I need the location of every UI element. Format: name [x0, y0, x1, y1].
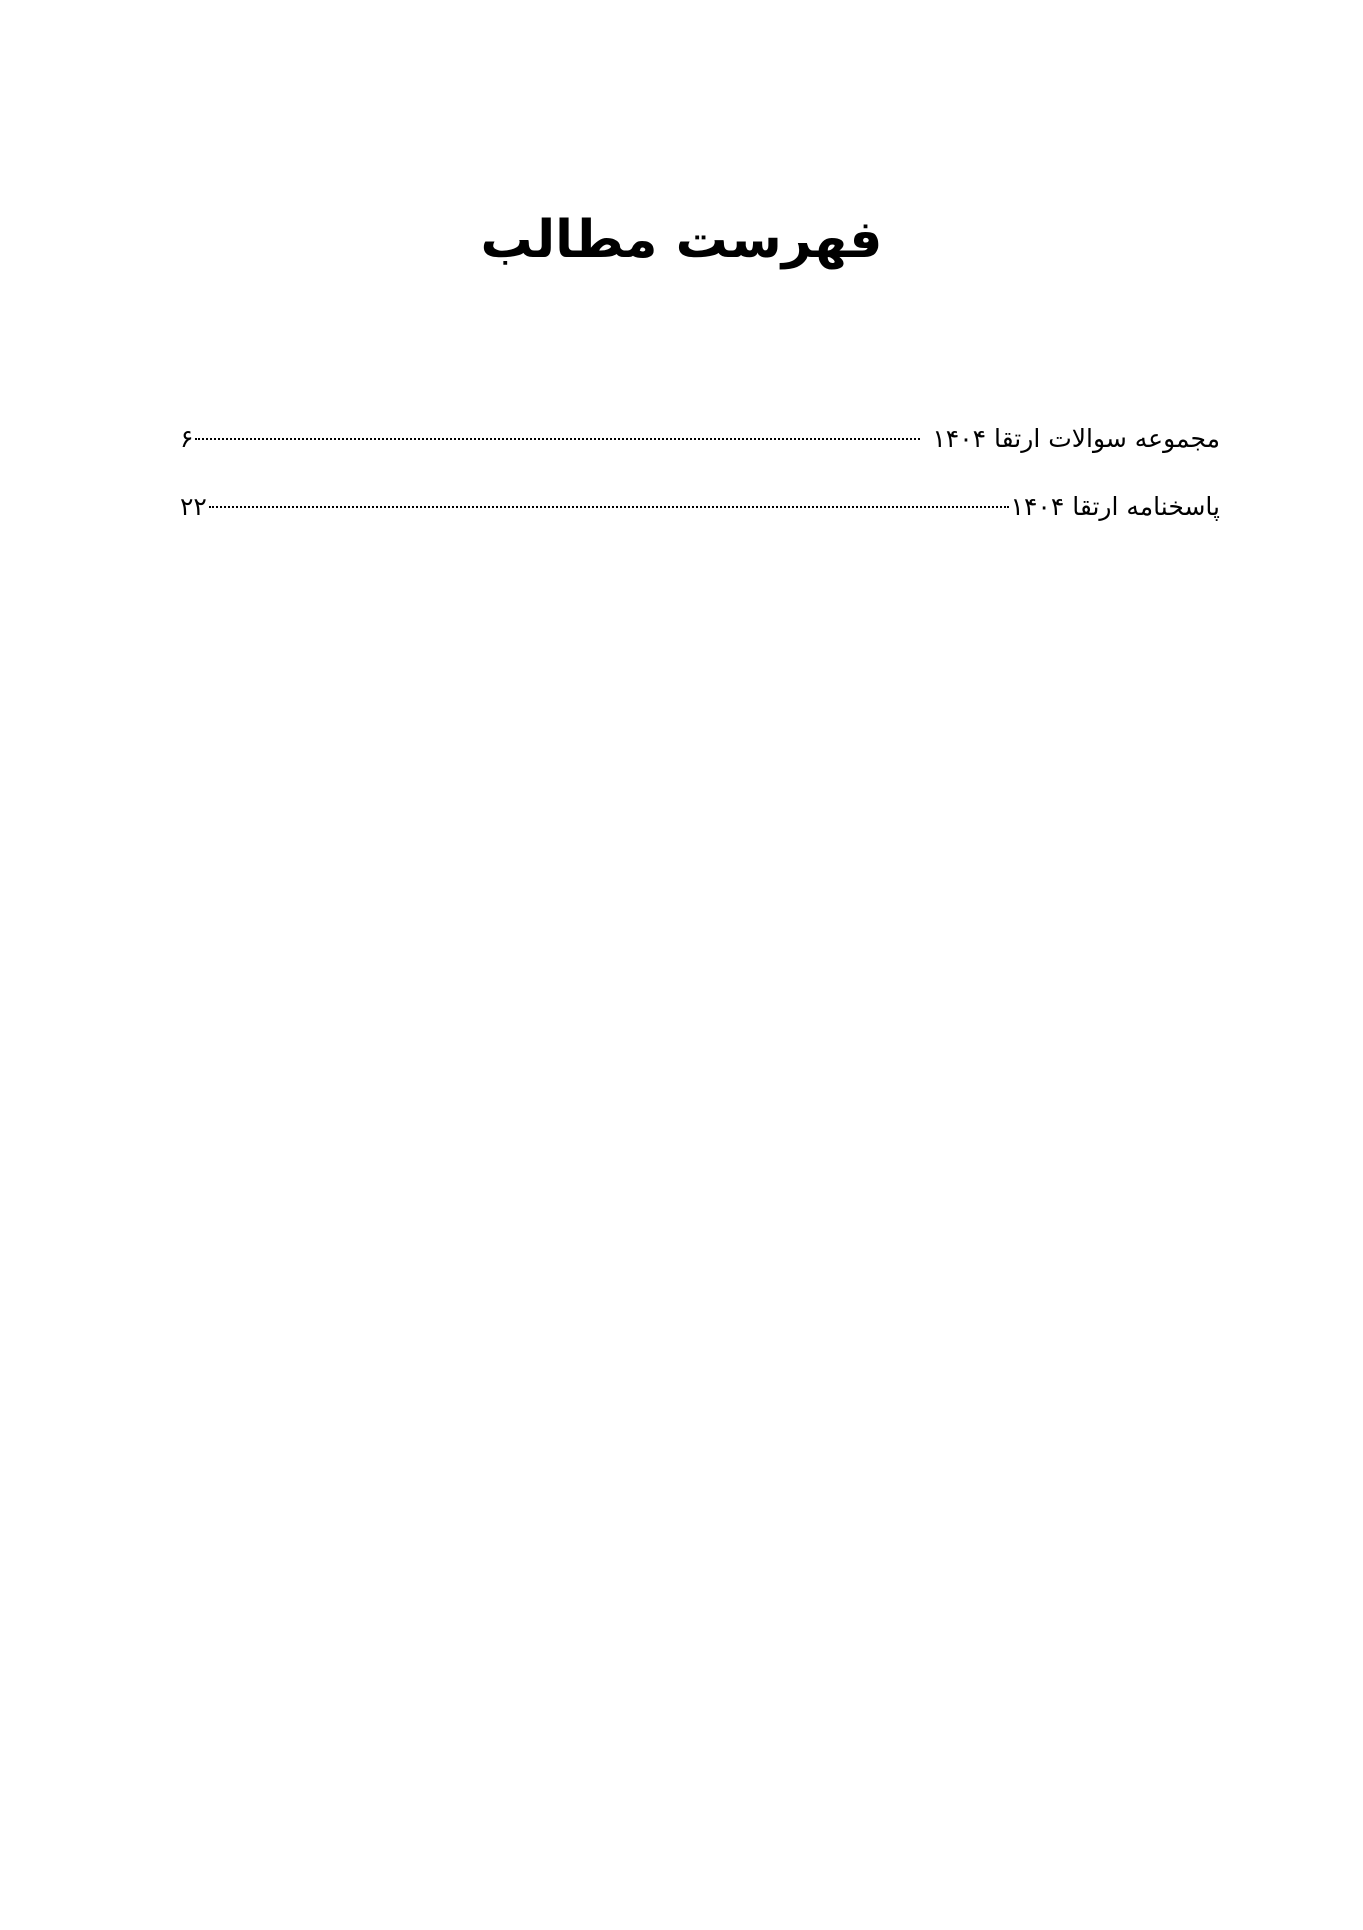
toc-dot-leader	[209, 506, 1009, 508]
toc-entry-page-number: ۶	[180, 424, 194, 453]
toc-entry-page-number: ۲۲	[180, 492, 207, 521]
toc-dot-leader	[195, 438, 920, 440]
table-of-contents	[180, 414, 1220, 550]
toc-entry-title: پاسخنامه ارتقا ۱۴۰۴	[1010, 492, 1220, 521]
toc-entry-title: مجموعه سوالات ارتقا ۱۴۰۴	[932, 424, 1220, 453]
toc-entry[interactable]	[180, 414, 1220, 464]
toc-entry[interactable]	[180, 482, 1220, 532]
page-title: فهرست مطالب	[480, 210, 883, 270]
